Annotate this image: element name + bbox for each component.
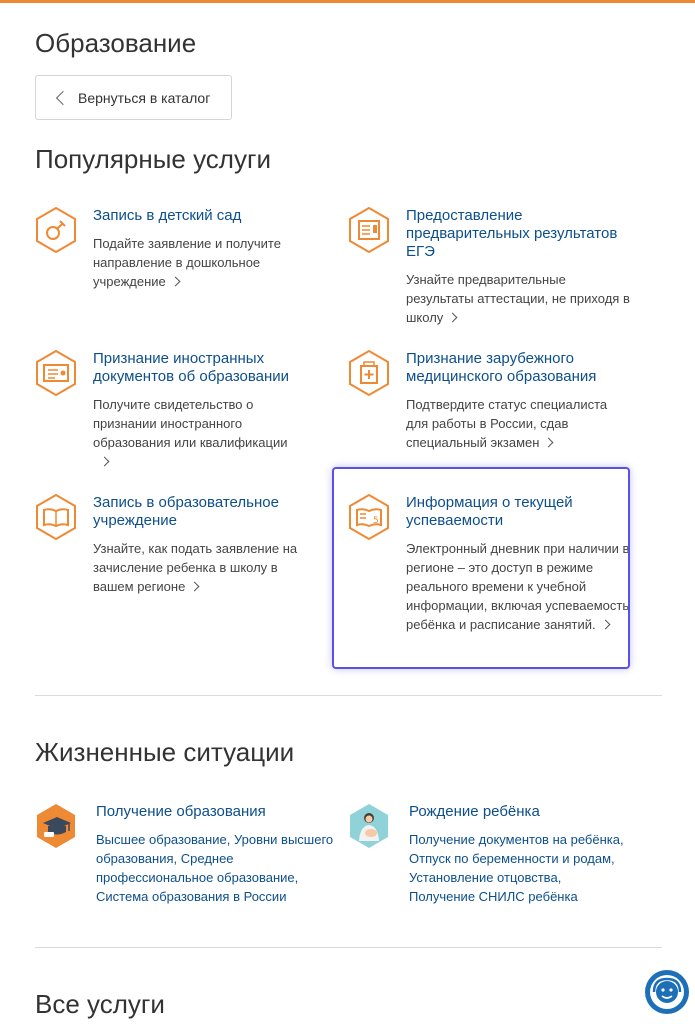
back-to-catalog-button[interactable]	[35, 75, 232, 120]
situation-education[interactable]	[35, 803, 335, 913]
link-vocational-education[interactable]: Среднее профессиональное образование	[96, 851, 295, 885]
situation-links: Получение документов на ребёнка, Отпуск по беременности и родам, Установление отцовства, Получение СНИЛС ребёнка	[409, 832, 624, 904]
service-description: Узнайте, как подать заявление на зачисление ребенка в школу в вашем регионе	[93, 541, 298, 594]
service-description: Подайте заявление и получите направление в дошкольное учреждение	[93, 236, 281, 289]
service-title[interactable]: Признание иностранных документов об образовании	[93, 350, 290, 385]
chevron-right-icon[interactable]	[170, 277, 180, 287]
service-card-foreign-documents[interactable]	[35, 350, 315, 470]
chevron-right-icon[interactable]	[448, 313, 458, 323]
chevron-right-icon[interactable]	[544, 438, 554, 448]
service-card-ege-results[interactable]	[348, 207, 628, 327]
link-child-documents[interactable]: Получение документов на ребёнка	[409, 832, 620, 847]
situation-childbirth[interactable]	[348, 803, 648, 913]
service-card-kindergarten[interactable]	[35, 207, 315, 297]
link-maternity-leave[interactable]: Отпуск по беременности и родам	[409, 851, 612, 866]
service-description: Получите свидетельство о признании иностранного образования или квалификации	[93, 395, 318, 471]
link-higher-education-levels[interactable]: Уровни высшего образования	[96, 832, 334, 866]
selection-highlight	[332, 467, 630, 669]
service-title[interactable]: Информация о текущей успеваемости	[406, 494, 573, 529]
section-divider	[35, 947, 662, 948]
all-services-title: Все услуги	[35, 989, 165, 1019]
link-paternity[interactable]: Установление отцовства	[409, 870, 558, 885]
svg-text:5: 5	[373, 516, 379, 526]
page-title: Образование	[35, 28, 197, 58]
open-book-icon	[35, 494, 77, 540]
link-education-system[interactable]: Система образования в России	[96, 889, 287, 904]
mother-baby-icon	[348, 803, 390, 849]
section-divider	[35, 695, 662, 696]
service-title[interactable]: Предоставление предварительных результатов ЕГЭ	[406, 207, 618, 260]
service-title[interactable]: Признание зарубежного медицинского образования	[406, 350, 597, 385]
situation-title[interactable]: Рождение ребёнка	[409, 803, 540, 820]
back-button-label: Вернуться в каталог	[78, 89, 211, 106]
support-chat-button[interactable]	[645, 970, 689, 1014]
chevron-left-icon	[56, 90, 70, 104]
popular-services-title: Популярные услуги	[35, 144, 271, 174]
situation-title[interactable]: Получение образования	[96, 803, 266, 820]
pacifier-icon	[35, 207, 77, 253]
service-description: Узнайте предварительные результаты аттестации, не приходя в школу	[406, 272, 630, 325]
link-higher-education[interactable]: Высшее образование	[96, 832, 227, 847]
service-description: Подтвердите статус специалиста для работы в России, сдав специальный экзамен	[406, 397, 608, 450]
service-card-foreign-medical[interactable]	[348, 350, 628, 450]
chevron-right-icon[interactable]	[100, 457, 110, 467]
service-description: Электронный дневник при наличии в регионе – это доступ в режиме реального времени к учебной информации, включая успеваемость ребёнка и расписание занятий.	[406, 541, 630, 632]
medical-kit-icon	[348, 350, 390, 396]
exam-results-icon	[348, 207, 390, 253]
life-situations-title: Жизненные ситуации	[35, 737, 295, 767]
chevron-right-icon[interactable]	[190, 582, 200, 592]
support-agent-icon	[645, 970, 689, 1014]
service-title[interactable]: Запись в образовательное учреждение	[93, 494, 279, 529]
service-title[interactable]: Запись в детский сад	[93, 207, 242, 224]
top-accent-bar	[0, 0, 695, 3]
graduation-cap-icon	[35, 803, 77, 849]
service-card-school-enrollment[interactable]	[35, 494, 315, 594]
link-snils-child[interactable]: Получение СНИЛС ребёнка	[409, 889, 578, 904]
diploma-icon	[35, 350, 77, 396]
situation-links: Высшее образование, Уровни высшего образования, Среднее профессиональное образование, Система образования в России	[96, 832, 334, 904]
